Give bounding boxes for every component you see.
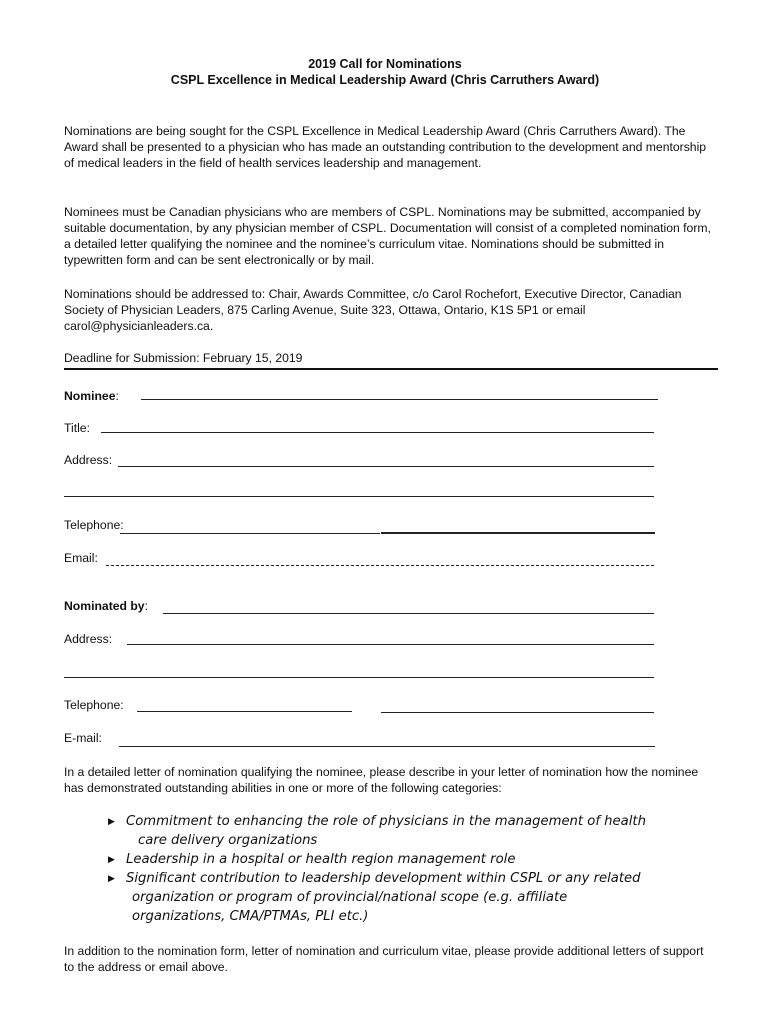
nominator-telephone-field[interactable] [137,711,352,712]
category-text: Commitment to enhancing the role of physicians in the management of health [126,814,646,829]
category-item [108,869,728,926]
nominee-title-field[interactable] [101,432,654,433]
nominee-address-label: Address: [64,453,113,467]
category-item [108,850,728,869]
award-title: CSPL Excellence in Medical Leadership Award (Chris Carruthers Award) [170,73,600,87]
categories-intro: In a detailed letter of nomination qualifying the nominee, please describe in your letter of nomination how the nominee has demonstrated outstanding abilities in one or more of the following categories: [64,765,699,795]
category-item [108,812,728,850]
nominee-title-label: Title: [64,421,90,435]
intro-paragraph-1: Nominations are being sought for the CSPL Excellence in Medical Leadership Award (Chris Carruthers Award). The Award shall be presented to a physician who has made an outstanding contribution to the development and mentorship of medical leaders in the field of health services leadership and management. [64,124,707,170]
nominee-telephone-label: Telephone: [64,518,124,532]
intro-paragraph-2: Nominees must be Canadian physicians who are members of CSPL. Nominations may be submitted, accompanied by suitable documentation, by any physician member of CSPL. Documentation will consist of a completed nomination form, a detailed letter qualifying the nominee and the nominee’s curriculum vitae. Nominations should be submitted in typewritten form and can be sent electronically or by mail. [64,205,711,267]
category-text-continued: organization or program of provincial/national scope (e.g. affiliate [132,890,568,905]
nominator-telephone-label: Telephone: [64,698,124,712]
category-text-continued: care delivery organizations [138,833,318,848]
category-text-continued: organizations, CMA/PTMAs, PLI etc.) [132,909,369,924]
bullet-triangle-icon: ▶ [108,817,115,827]
nominator-heading [64,599,148,613]
intro-paragraph-3: Nominations should be addressed to: Chair, Awards Committee, c/o Carol Rochefort, Executive Director, Canadian Society of Physician Leaders, 875 Carling Avenue, Suite 323, Ottawa, Ontario, K1S 5P1 or email carol@physicianleaders.ca. [64,287,682,333]
section-divider [64,368,718,370]
nominee-name-field[interactable] [141,399,658,400]
nominator-name-field[interactable] [163,613,654,614]
nominator-address-field-line-2[interactable] [64,677,654,678]
nominee-heading-label: Nominee [64,389,116,403]
nominator-email-field[interactable] [119,746,655,747]
form-title: 2019 Call for Nominations [308,57,462,71]
bullet-triangle-icon: ▶ [108,855,115,865]
category-text: Leadership in a hospital or health region management role [126,852,516,867]
deadline-text: Deadline for Submission: February 15, 2019 [64,351,303,365]
nominator-heading-colon: : [144,599,148,613]
nominee-telephone-field-alt[interactable] [381,532,655,534]
bullet-triangle-icon: ▶ [108,874,115,884]
nominator-heading-label: Nominated by [64,599,145,613]
categories-list [108,812,728,926]
nominator-address-label: Address: [64,632,113,646]
closing-paragraph: In addition to the nomination form, letter of nomination and curriculum vitae, please provide additional letters of support to the address or email above. [64,944,704,974]
nominee-heading-colon: : [115,389,119,403]
nominee-email-field[interactable] [106,565,654,566]
category-text: Significant contribution to leadership development within CSPL or any related [126,871,641,886]
nominee-address-field[interactable] [118,466,654,467]
nominee-address-field-line-2[interactable] [64,496,654,497]
nominator-address-field[interactable] [127,644,654,645]
nominee-heading [64,389,119,403]
nominee-email-label: Email: [64,551,98,565]
nominator-email-label: E-mail: [64,731,102,745]
nominator-telephone-field-alt[interactable] [381,712,654,713]
nominee-telephone-field[interactable] [120,533,380,534]
